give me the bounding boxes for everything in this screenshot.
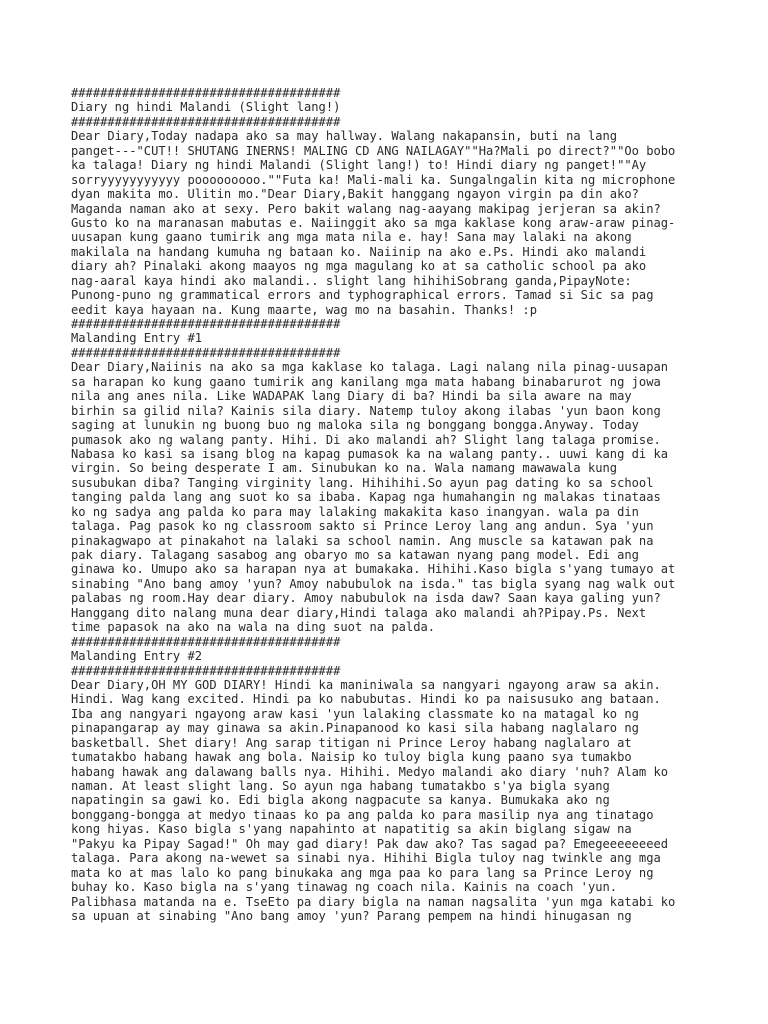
text-line: Maganda naman ako at sexy. Pero bakit walang nag-aayang makipag jerjeran sa akin? [71,201,661,216]
text-line: dyan makita mo. Ulitin mo."Dear Diary,Bakit hanggang ngayon virgin pa din ako? [71,187,639,202]
text-line: sa harapan ko kung gaano tumirik ang kanilang mga mata habang binabarurot ng jowa [71,374,661,389]
text-line: tumatakbo habang hawak ang bola. Naisip ko tuloy bigla kung paano sya tumakbo [71,750,632,765]
text-line: Nabasa ko kasi sa isang blog na kapag pumasok ka na walang panty.. uuwi kang di ka [71,446,669,461]
text-line: panget---"CUT!! SHUTANG INERNS! MALING CD ANG NAILAGAY""Ha?Mali po direct?""Oo bobo [71,143,676,158]
text-line: ginawa ko. Umupo ako sa harapan nya at bumakaka. Hihihi.Kaso bigla s'yang tumayo at [71,562,676,577]
text-line: nag-aaral kaya hindi ako malandi.. slight lang hihihiSobrang ganda,PipayNote: [71,273,632,288]
text-line: Iba ang nangyari ngayong araw kasi 'yun lalaking classmate ko na matagal ko ng [71,706,639,721]
text-line: Dear Diary,Today nadapa ako sa may hallway. Walang nakapansin, buti na lang [71,129,618,144]
text-line: tanging palda lang ang suot ko sa ibaba. Kapag nga humahangin ng malakas tinataas [71,490,661,505]
text-line: makilala na handang kumuha ng bataan ko. Naiinip na ako e.Ps. Hindi ako malandi [71,244,647,259]
text-line: eedit kaya hayaan na. Kung maarte, wag mo na basahin. Thanks! :p [71,302,537,317]
text-line: "Pakyu ka Pipay Sagad!" Oh may gad diary! Pak daw ako? Tas sagad pa? Emegeeeeeeeed [71,836,669,851]
text-line: nila ang anes nila. Like WADAPAK lang Diary di ba? Hindi ba sila aware na may [71,389,632,404]
text-line: ko ng sadya ang palda ko para may lalaking makakita kaso inangyan. wala pa din [71,504,639,519]
text-line: basketball. Shet diary! Ang sarap titigan ni Prince Leroy habang naglalaro at [71,735,632,750]
text-line: palabas ng room.Hay dear diary. Amoy nabubulok na isda daw? Saan kaya galing yun? [71,591,661,606]
text-line: ##################################### [71,634,341,649]
text-line: pumasok ako ng walang panty. Hihi. Di ako malandi ah? Slight lang talaga promise. [71,432,661,447]
text-line: naman. At least slight lang. So ayun nga habang tumatakbo s'ya bigla syang [71,779,610,793]
text-line: bonggang-bongga at medyo tinaas ko pa ang palda ko para masilip nya ang tinatago [71,807,654,822]
text-line: uusapan kung gaano tumirik ang mga mata nila e. hay! Sana may lalaki na akong [71,230,632,245]
text-line: Punong-puno ng grammatical errors and typhographical errors. Tamad si Sic sa pag [71,288,654,303]
text-line: ka talaga! Diary ng hindi Malandi (Slight lang!) to! Hindi diary ng panget!""Ay [71,158,647,173]
text-line: talaga. Para akong na-wewet sa sinabi nya. Hihihi Bigla tuloy nag twinkle ang mga [71,851,661,866]
text-line: time papasok na ako na wala na ding suot na palda. [71,620,436,635]
text-line: susubukan diba? Tanging virginity lang. Hihihihi.So ayun pag dating ko sa school [71,475,654,490]
text-line: kong hiyas. Kaso bigla s'yang napahinto at napatitig sa akin biglang sigaw na [71,822,632,837]
text-line: habang hawak ang dalawang balls nya. Hihihi. Medyo malandi ako diary 'nuh? Alam ko [71,764,669,779]
text-line: mata ko at mas lalo ko pang binukaka ang mga paa ko para lang sa Prince Leroy ng [71,865,654,880]
text-line: Malanding Entry #1 [71,331,203,346]
text-line: talaga. Pag pasok ko ng classroom sakto si Prince Leroy lang ang andun. Sya 'yun [71,519,654,534]
text-line: saging at lunukin ng buong buo ng maloka sila ng bonggang bongga.Anyway. Today [71,418,639,433]
text-line: pinakagwapo at pinakahot na lalaki sa school namin. Ang muscle sa katawan pak na [71,533,654,548]
text-line: virgin. So being desperate I am. Sinubukan ko na. Wala namang mawawala kung [71,461,618,476]
text-line: Hanggang dito nalang muna dear diary,Hindi talaga ako malandi ah?Pipay.Ps. Next [71,605,647,620]
text-line: ##################################### [71,114,341,129]
text-line: buhay ko. Kaso bigla na s'yang tinawag ng coach nila. Kainis na coach 'yun. [71,880,618,895]
text-line: Gusto ko na maranasan mabutas e. Naiinggit ako sa mga kaklase kong araw-araw pinag- [71,215,676,230]
text-line: sa upuan at sinabing "Ano bang amoy 'yun? Parang pempem na hindi hinugasan ng [71,908,632,923]
text-line: Palibhasa matanda na e. TseEto pa diary bigla na naman nagsalita 'yun mga katabi ko [71,894,676,909]
text-line: diary ah? Pinalaki akong maayos ng mga magulang ko at sa catholic school pa ako [71,259,647,274]
text-line: Malanding Entry #2 [71,649,203,664]
text-line: ##################################### [71,86,341,100]
text-line: sinabing "Ano bang amoy 'yun? Amoy nabubulok na isda." tas bigla syang nag walk out [71,576,676,591]
document-text [71,86,761,923]
text-line: pak diary. Talagang sasabog ang obaryo mo sa katawan nyang pang model. Edi ang [71,548,639,562]
text-line: Dear Diary,Naiinis na ako sa mga kaklase ko talaga. Lagi nalang nila pinag-uusapan [71,360,669,375]
text-line: napatingin sa gawi ko. Edi bigla akong nagpacute sa kanya. Bumukaka ako ng [71,793,610,808]
text-line: ##################################### [71,317,341,331]
text-line: birhin sa gilid nila? Kainis sila diary. Natemp tuloy akong ilabas 'yun baon kong [71,403,661,418]
text-line: sorryyyyyyyyyyy pooooooooo.""Futa ka! Mali-mali ka. Sungalngalin kita ng microphone [71,172,676,187]
text-line: Hindi. Wag kang excited. Hindi pa ko nabubutas. Hindi ko pa naisusuko ang bataan. [71,692,661,707]
text-line: Dear Diary,OH MY GOD DIARY! Hindi ka maniniwala sa nangyari ngayong araw sa akin. [71,677,661,692]
text-line: Diary ng hindi Malandi (Slight lang!) [71,100,341,115]
text-line: ##################################### [71,345,341,360]
text-line: ##################################### [71,663,341,678]
text-line: pinapangarap ay may ginawa sa akin.Pinapanood ko kasi sila habang naglalaro ng [71,721,639,736]
